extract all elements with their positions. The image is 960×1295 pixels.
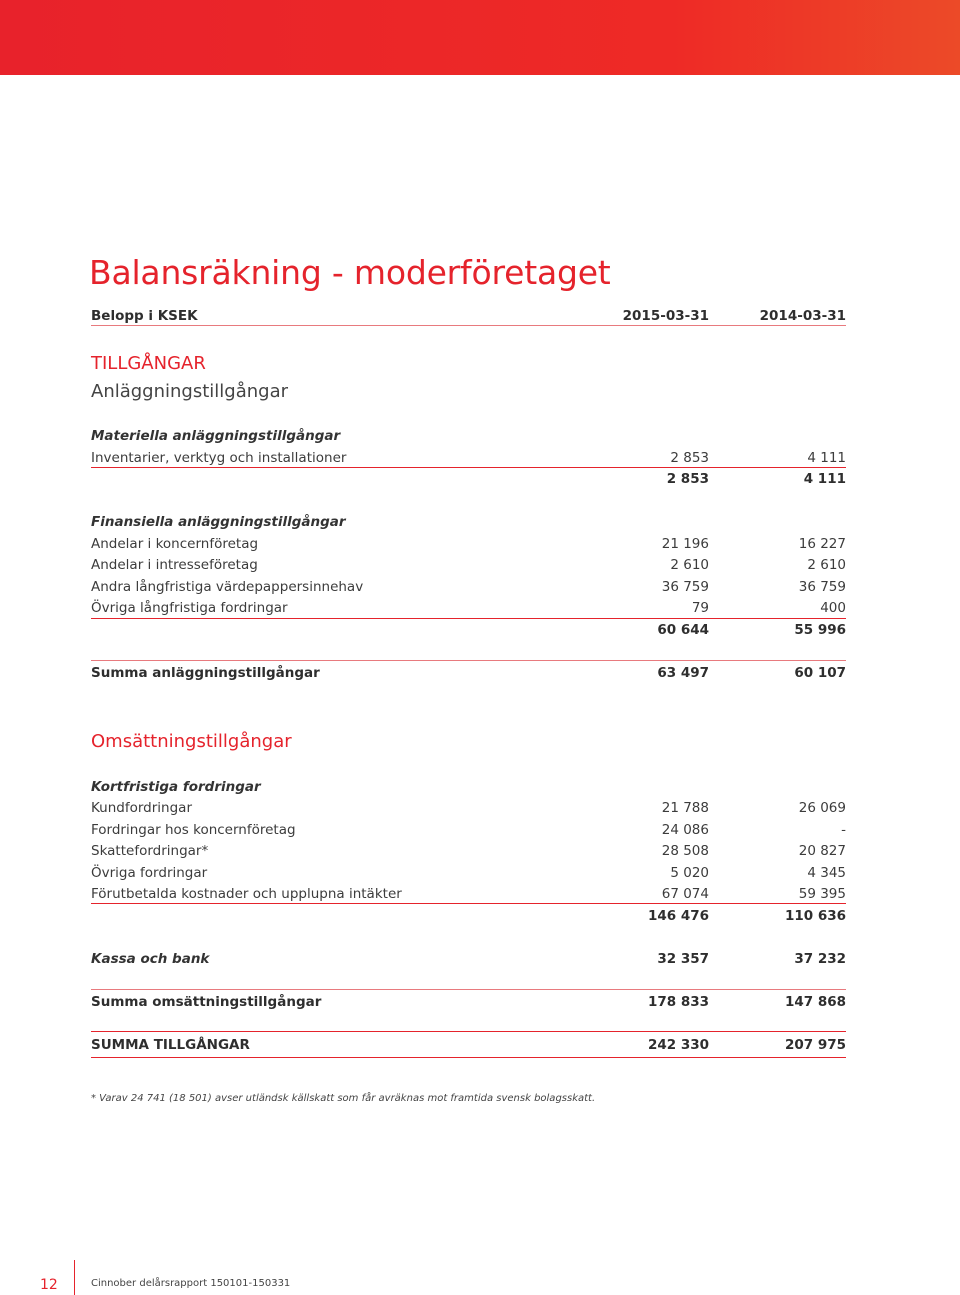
subtotal-value-2014: 4 111 (803, 471, 846, 487)
section-omsattningstillgangar: Omsättningstillgångar (91, 731, 292, 752)
subtotal-value-2014: 55 996 (794, 622, 846, 638)
row-value-2015: 32 357 (657, 951, 709, 967)
summa-anlaggningstillgangar-row (91, 663, 846, 684)
row-value-2015: 79 (691, 600, 709, 616)
row-value-2015: 242 330 (647, 1037, 709, 1053)
row-value-2015: 5 020 (670, 865, 709, 881)
row-value-2015: 28 508 (661, 843, 709, 859)
table-row (91, 798, 846, 819)
row-value-2014: 400 (820, 600, 846, 616)
row-value-2014: 2 610 (807, 557, 846, 573)
total-rule (91, 989, 846, 990)
row-value-2015: 21 196 (661, 536, 709, 552)
row-label: Summa anläggningstillgångar (91, 665, 320, 681)
row-value-2015: 178 833 (647, 994, 709, 1010)
row-value-2014: 207 975 (784, 1037, 846, 1053)
row-value-2014: 60 107 (794, 665, 846, 681)
table-row (91, 841, 846, 862)
subtotal-value-2015: 60 644 (657, 622, 709, 638)
section-tillgangar: TILLGÅNGAR (91, 353, 206, 374)
row-value-2015: 36 759 (661, 579, 709, 595)
row-value-2015: 2 853 (670, 450, 709, 466)
row-label: Skattefordringar* (91, 843, 209, 859)
row-label: SUMMA TILLGÅNGAR (91, 1037, 250, 1053)
page-title: Balansräkning - moderföretaget (89, 253, 611, 292)
subtotal-rule (91, 903, 846, 904)
header-divider (91, 325, 846, 326)
row-value-2015: 63 497 (657, 665, 709, 681)
row-label: Fordringar hos koncernföretag (91, 822, 296, 838)
row-label: Förutbetalda kostnader och upplupna intäkter (91, 886, 402, 902)
subtotal-value-2015: 146 476 (647, 908, 709, 924)
footer-divider (74, 1260, 75, 1295)
kassa-och-bank-row (91, 949, 846, 970)
subtotal-rule (91, 467, 846, 468)
summa-omsattningstillgangar-row (91, 992, 846, 1013)
table-row (91, 884, 846, 905)
row-label: Inventarier, verktyg och installationer (91, 450, 347, 466)
row-label: Övriga långfristiga fordringar (91, 600, 288, 616)
header-col-2014: 2014-03-31 (759, 308, 846, 324)
subtotal-value-2015: 2 853 (666, 471, 709, 487)
group-heading-finansiella (91, 512, 846, 533)
group-heading-materiella (91, 426, 846, 447)
header-col-2015: 2015-03-31 (622, 308, 709, 324)
table-row (91, 534, 846, 555)
row-label: Andra långfristiga värdepappersinnehav (91, 579, 364, 595)
row-value-2014: 26 069 (798, 800, 846, 816)
row-label: Summa omsättningstillgångar (91, 994, 322, 1010)
table-row (91, 448, 846, 469)
subtotal-row-kortfristiga (91, 906, 846, 927)
table-row (91, 577, 846, 598)
row-value-2014: 36 759 (798, 579, 846, 595)
row-label: Andelar i intresseföretag (91, 557, 258, 573)
subtotal-row-finansiella (91, 620, 846, 641)
subtotal-rule (91, 618, 846, 619)
row-value-2014: 59 395 (798, 886, 846, 902)
row-label: Andelar i koncernföretag (91, 536, 259, 552)
group-heading-label: Materiella anläggningstillgångar (91, 428, 341, 444)
row-label: Kundfordringar (91, 800, 193, 816)
table-header-row (91, 306, 846, 327)
table-row (91, 555, 846, 576)
top-color-band (0, 0, 960, 75)
row-value-2015: 21 788 (661, 800, 709, 816)
row-value-2015: 24 086 (661, 822, 709, 838)
page-number: 12 (40, 1277, 58, 1293)
row-value-2014: - (841, 822, 846, 838)
subtotal-row-materiella (91, 469, 846, 490)
footnote: * Varav 24 741 (18 501) avser utländsk källskatt som får avräknas mot framtida svensk bolagsskatt. (91, 1093, 596, 1104)
total-rule (91, 660, 846, 661)
row-value-2014: 4 111 (807, 450, 846, 466)
group-heading-label: Finansiella anläggningstillgångar (91, 514, 346, 530)
row-label: Kassa och bank (91, 951, 210, 967)
grand-total-rule (91, 1031, 846, 1032)
grand-total-rule-bottom (91, 1057, 846, 1058)
subtotal-value-2014: 110 636 (784, 908, 846, 924)
report-name: Cinnober delårsrapport 150101-150331 (91, 1278, 291, 1289)
header-label: Belopp i KSEK (91, 308, 198, 324)
group-heading-kortfristiga (91, 777, 846, 798)
row-value-2014: 4 345 (807, 865, 846, 881)
summa-tillgangar-row (91, 1035, 846, 1056)
row-value-2015: 67 074 (661, 886, 709, 902)
table-row (91, 863, 846, 884)
section-anlaggningstillgangar: Anläggningstillgångar (91, 381, 289, 402)
row-label: Övriga fordringar (91, 865, 208, 881)
row-value-2014: 147 868 (784, 994, 846, 1010)
row-value-2015: 2 610 (670, 557, 709, 573)
table-row (91, 598, 846, 619)
group-heading-label: Kortfristiga fordringar (91, 779, 261, 795)
row-value-2014: 37 232 (794, 951, 846, 967)
table-row (91, 820, 846, 841)
row-value-2014: 16 227 (798, 536, 846, 552)
row-value-2014: 20 827 (798, 843, 846, 859)
